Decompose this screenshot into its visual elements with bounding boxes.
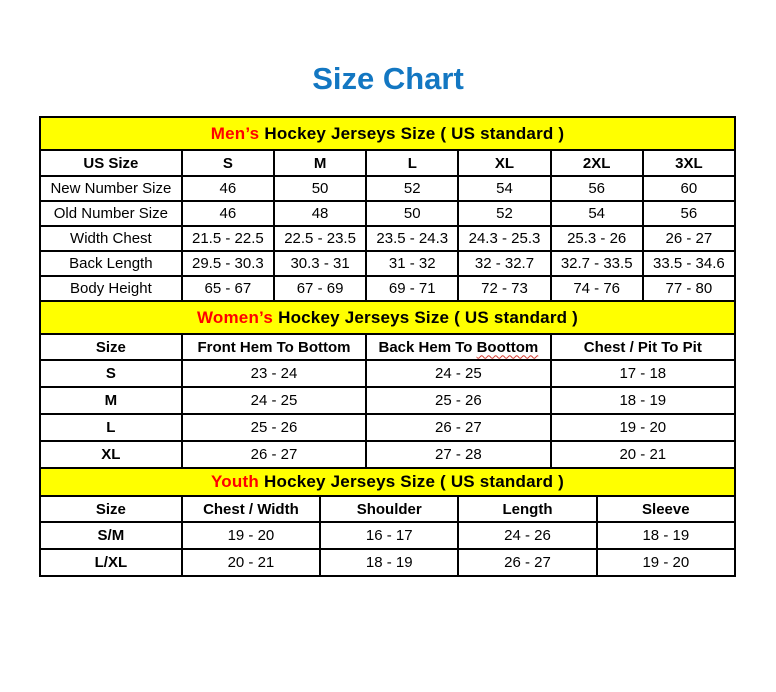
mens-table-row [40,276,735,301]
mens-value-cell: 31 - 32 [366,251,458,276]
mens-column-header: M [274,150,366,176]
womens-column-header: Chest / Pit To Pit [551,334,735,360]
mens-value-cell: 30.3 - 31 [274,251,366,276]
mens-value-cell: 21.5 - 22.5 [182,226,274,251]
youth-value-cell: 18 - 19 [320,549,458,576]
womens-table-row [40,414,735,441]
mens-value-cell: 65 - 67 [182,276,274,301]
mens-value-cell: 50 [274,176,366,201]
mens-value-cell: 50 [366,201,458,226]
youth-row-label: S/M [40,522,182,549]
youth-section-title-text: Hockey Jerseys Size ( US standard ) [264,472,564,492]
womens-column-header: Size [40,334,182,360]
mens-table-row [40,251,735,276]
womens-column-header: Back Hem To Boottom [366,334,550,360]
mens-value-cell: 29.5 - 30.3 [182,251,274,276]
youth-column-header: Sleeve [597,496,735,522]
womens-row-label: S [40,360,182,387]
mens-value-cell: 48 [274,201,366,226]
mens-table-row [40,176,735,201]
youth-section-accent-word: Youth [211,472,259,492]
mens-section-header [40,117,735,150]
mens-value-cell: 23.5 - 24.3 [366,226,458,251]
youth-column-header: Chest / Width [182,496,320,522]
womens-section-header [40,301,735,334]
mens-value-cell: 52 [366,176,458,201]
mens-section-accent-word: Men’s [210,123,260,143]
mens-value-cell: 46 [182,176,274,201]
mens-value-cell: 25.3 - 26 [551,226,643,251]
womens-row-label: L [40,414,182,441]
mens-size-table [39,116,736,302]
youth-table-row [40,522,735,549]
womens-value-cell: 20 - 21 [551,441,735,468]
mens-column-header: 2XL [551,150,643,176]
youth-value-cell: 16 - 17 [320,522,458,549]
youth-column-header: Size [40,496,182,522]
mens-row-label: Width Chest [40,226,182,251]
mens-value-cell: 60 [643,176,735,201]
womens-value-cell: 26 - 27 [182,441,366,468]
mens-value-cell: 77 - 80 [643,276,735,301]
youth-value-cell: 24 - 26 [458,522,596,549]
womens-value-cell: 27 - 28 [366,441,550,468]
youth-section-header [40,468,735,496]
womens-value-cell: 19 - 20 [551,414,735,441]
womens-value-cell: 18 - 19 [551,387,735,414]
mens-value-cell: 54 [458,176,550,201]
mens-row-label: New Number Size [40,176,182,201]
mens-row-label: Old Number Size [40,201,182,226]
mens-value-cell: 24.3 - 25.3 [458,226,550,251]
womens-row-label: XL [40,441,182,468]
youth-value-cell: 26 - 27 [458,549,596,576]
womens-value-cell: 26 - 27 [366,414,550,441]
mens-table-row [40,226,735,251]
youth-value-cell: 20 - 21 [182,549,320,576]
mens-column-header: L [366,150,458,176]
womens-section-title-text: Hockey Jerseys Size ( US standard ) [278,307,579,327]
youth-column-header: Length [458,496,596,522]
womens-column-header: Front Hem To Bottom [182,334,366,360]
mens-value-cell: 32.7 - 33.5 [551,251,643,276]
womens-value-cell: 25 - 26 [366,387,550,414]
mens-value-cell: 56 [551,176,643,201]
womens-size-table [39,300,736,469]
womens-section-accent-word: Women’s [196,307,273,327]
mens-table-row [40,201,735,226]
mens-value-cell: 32 - 32.7 [458,251,550,276]
womens-table-row [40,387,735,414]
page-title: Size Chart [312,61,464,96]
mens-value-cell: 69 - 71 [366,276,458,301]
size-chart-table [39,116,736,577]
mens-row-label: Back Length [40,251,182,276]
womens-row-label: M [40,387,182,414]
mens-section-title-text: Hockey Jerseys Size ( US standard ) [264,123,565,143]
womens-value-cell: 24 - 25 [366,360,550,387]
mens-column-header: XL [458,150,550,176]
youth-value-cell: 19 - 20 [597,549,735,576]
mens-value-cell: 54 [551,201,643,226]
youth-table-row [40,549,735,576]
mens-value-cell: 22.5 - 23.5 [274,226,366,251]
mens-column-header: 3XL [643,150,735,176]
mens-value-cell: 72 - 73 [458,276,550,301]
mens-value-cell: 26 - 27 [643,226,735,251]
mens-value-cell: 67 - 69 [274,276,366,301]
womens-table-row [40,360,735,387]
mens-value-cell: 46 [182,201,274,226]
misspelled-word: Boottom [476,338,539,356]
youth-column-header: Shoulder [320,496,458,522]
mens-row-label: Body Height [40,276,182,301]
mens-value-cell: 52 [458,201,550,226]
youth-value-cell: 19 - 20 [182,522,320,549]
womens-table-row [40,441,735,468]
youth-size-table [39,467,736,577]
womens-value-cell: 17 - 18 [551,360,735,387]
mens-value-cell: 33.5 - 34.6 [643,251,735,276]
mens-column-header: US Size [40,150,182,176]
womens-value-cell: 23 - 24 [182,360,366,387]
youth-row-label: L/XL [40,549,182,576]
mens-value-cell: 74 - 76 [551,276,643,301]
mens-value-cell: 56 [643,201,735,226]
womens-value-cell: 25 - 26 [182,414,366,441]
youth-value-cell: 18 - 19 [597,522,735,549]
womens-value-cell: 24 - 25 [182,387,366,414]
mens-column-header: S [182,150,274,176]
